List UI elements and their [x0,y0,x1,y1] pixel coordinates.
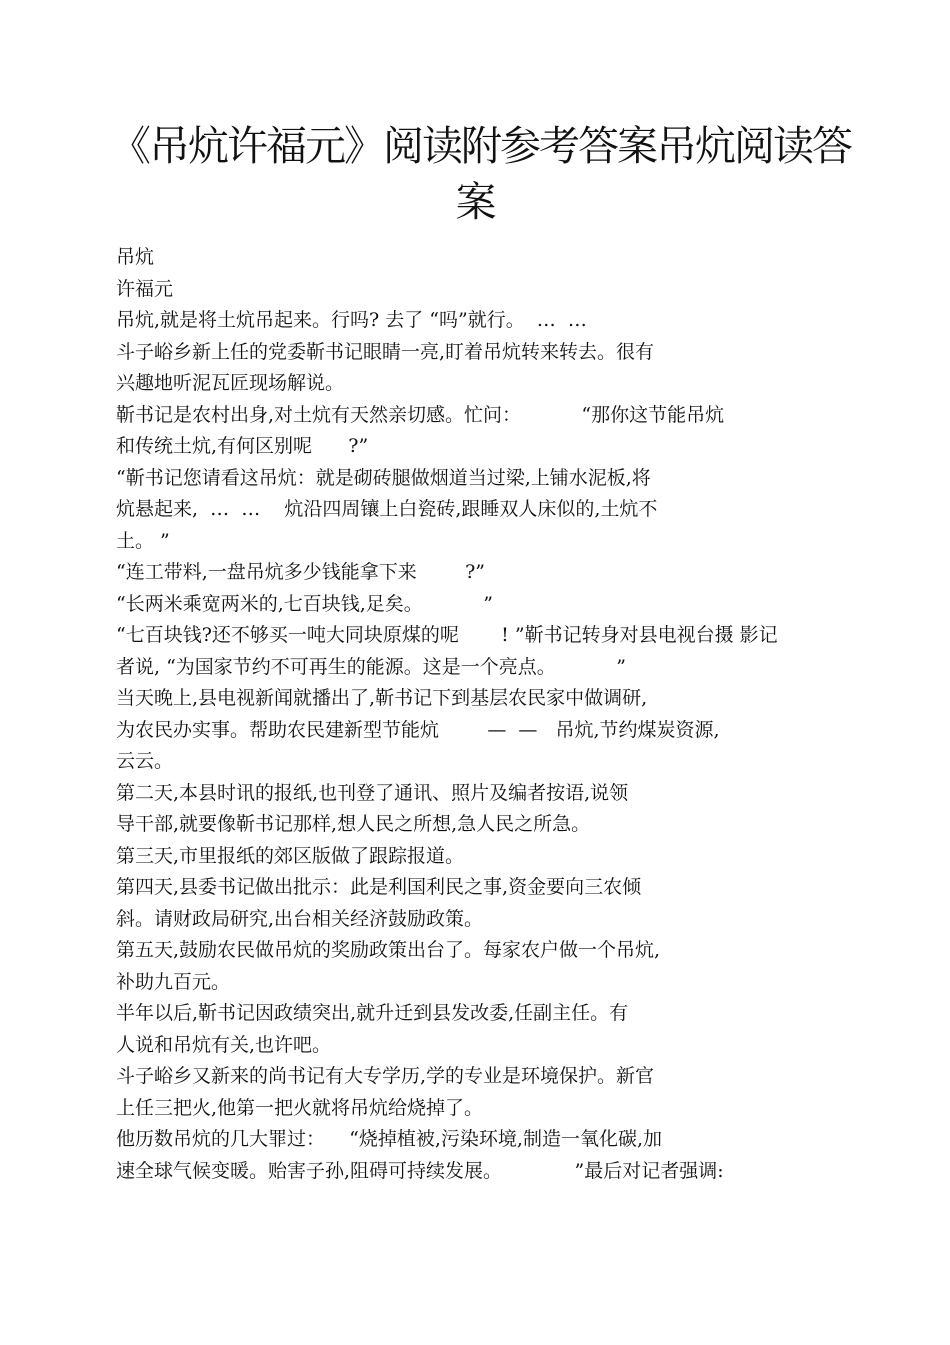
text-line: “长两米乘宽两米的,七百块钱,足矣。 ” [116,592,493,615]
text-line: 当天晚上,县电视新闻就播出了,靳书记下到基层农民家中做调研, [116,687,648,709]
story-heading: 吊炕 [116,246,155,268]
text-line: 第三天,市里报纸的郊区版做了跟踪报道。 [116,844,465,867]
text-line: “七百块钱?还不够买一吨大同块原煤的呢 ! ”靳书记转身对县电视台摄 影记 [116,624,778,646]
title-line-1: 《吊炕许福元》阅读附参考答案吊炕阅读答 [110,122,851,170]
text-line: 靳书记是农村出身,对土炕有天然亲切感。忙问： “那你这节能吊炕 [116,403,725,426]
text-line: 导干部,就要像靳书记那样,想人民之所想,急人民之所急。 [116,813,591,835]
text-line: 第四天,县委书记做出批示：此是利国利民之事,资金要向三农倾 [116,876,642,898]
text-line: 土。 ” [116,529,170,552]
text-line: 兴趣地听泥瓦匠现场解说。 [116,372,345,394]
author-name: 许福元 [116,277,174,300]
text-line: 第二天,本县时讯的报纸,也刊登了通讯、照片及编者按语,说领 [116,781,629,804]
text-line: 为农民办实事。帮助农民建新型节能炕 — — 吊炕,节约煤炭资源, [116,718,720,741]
text-line: 者说, “为国家节约不可再生的能源。这是一个亮点。 ” [116,655,626,678]
text-line: 斜。请财政局研究,出台相关经济鼓励政策。 [116,907,484,930]
text-line: 和传统土炕,有何区别呢 ?” [116,435,369,457]
text-line: 云云。 [116,750,174,772]
text-line: “连工带料,一盘吊炕多少钱能拿下来 ?” [116,561,485,583]
text-line: 吊炕,就是将土炕吊起来。行吗? 去了 “吗”就行。 … … [116,309,587,331]
text-line: 他历数吊炕的几大罪过： “烧掉植被,污染环境,制造一氧化碳,加 [116,1128,662,1150]
article-body [116,242,836,1187]
text-line: 炕悬起来, … … 炕沿四周镶上白瓷砖,跟睡双人床似的,土炕不 [116,498,658,520]
text-line: 斗子峪乡又新来的尚书记有大专学历,学的专业是环境保护。新官 [116,1065,655,1087]
text-line: 速全球气候变暖。贻害子孙,阻碍可持续发展。 ”最后对记者强调: [116,1159,724,1182]
text-line: “靳书记您请看这吊炕：就是砌砖腿做烟道当过梁,上铺水泥板,将 [116,466,651,489]
text-line: 斗子峪乡新上任的党委靳书记眼睛一亮,盯着吊炕转来转去。很有 [116,340,655,363]
text-line: 半年以后,靳书记因政绩突出,就升迁到县发改委,任副主任。有 [116,1002,629,1024]
text-line: 人说和吊炕有关,也许吧。 [116,1033,332,1056]
text-line: 上任三把火,他第一把火就将吊炕给烧掉了。 [116,1096,484,1119]
text-line: 第五天,鼓励农民做吊炕的奖励政策出台了。每家农户做一个吊炕, [116,939,661,961]
title-line-2: 案 [455,178,495,226]
document-title [110,118,851,230]
text-line: 补助九百元。 [116,970,231,993]
